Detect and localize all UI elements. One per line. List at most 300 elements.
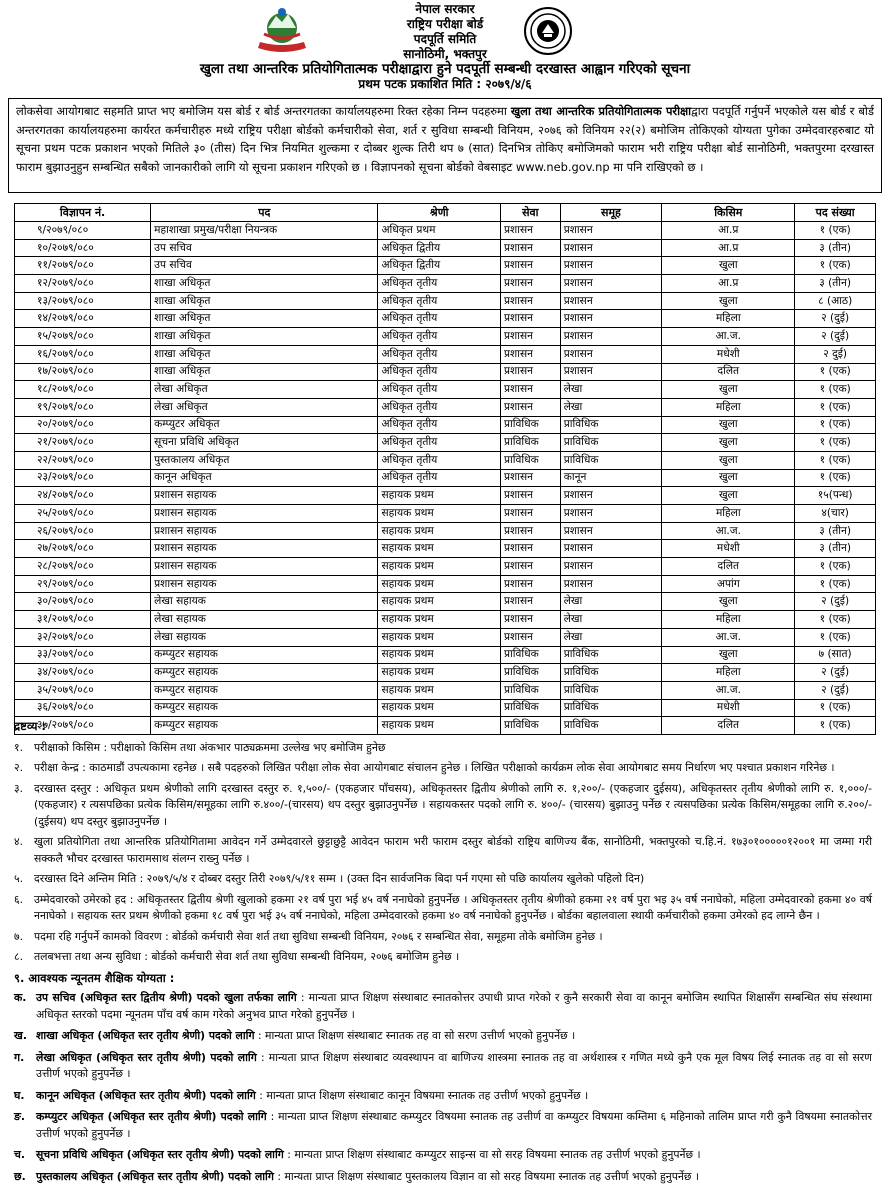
cell-count: २ (दुई) xyxy=(795,681,876,699)
cell-post: शाखा अधिकृत xyxy=(151,328,378,346)
cell-post: प्रशासन सहायक xyxy=(151,522,378,540)
cell-count: १५(पन्ध) xyxy=(795,487,876,505)
cell-service: प्रशासन xyxy=(500,611,560,629)
cell-group: प्रशासन xyxy=(560,292,662,310)
cell-group: प्रशासन xyxy=(560,310,662,328)
cell-post: लेखा अधिकृत xyxy=(151,381,378,399)
vacancy-table xyxy=(14,203,876,735)
cell-level: सहायक प्रथम xyxy=(378,540,501,558)
cell-service: प्रशासन xyxy=(500,239,560,257)
cell-type: महिला xyxy=(662,505,795,523)
cell-service: प्रशासन xyxy=(500,558,560,576)
table-row xyxy=(15,487,876,505)
qualification-item xyxy=(14,1088,872,1105)
cell-type: महिला xyxy=(662,611,795,629)
cell-type: खुला xyxy=(662,257,795,275)
cell-post: कम्प्युटर सहायक xyxy=(151,646,378,664)
qualification-post: पुस्तकालय अधिकृत (अधिकृत स्तर तृतीय श्रेणी) पदको लागि xyxy=(36,1169,274,1183)
qualification-requirement: : मान्यता प्राप्त शिक्षण संस्थाबाट कम्प्युटर साइन्स वा सो सरह विषयमा स्नातक तह उत्तीर्ण भएको हुनुपर्नेछ । xyxy=(283,1148,701,1161)
cell-level: सहायक प्रथम xyxy=(378,717,501,735)
cell-group: लेखा xyxy=(560,398,662,416)
cell-ad-no: २२/२०७९/०८० xyxy=(15,451,151,469)
cell-count: १ (एक) xyxy=(795,575,876,593)
note-item xyxy=(14,871,872,888)
qualification-letter: ग. xyxy=(14,1050,25,1064)
cell-ad-no: ३३/२०७९/०८० xyxy=(15,646,151,664)
note-text: दरखास्त दस्तुर : अधिकृत प्रथम श्रेणीको लागि दरखास्त दस्तुर रु. १,५००/- (एकहजार पाँचसय), अधिकृतस्तर द्वितीय श्रेणीको लागि रु. १,२००/- (एकहजार दुईसय), अधिकृतस्तर तृतीय श्रेणीको लागि रु. १,०००/- (एकहजार) र त्यसपछिका प्रत्येक किसिम/समूहका लागि रु.४००/-(चारसय) थप दस्तुर बुझाउनुपर्नेछ । सहायकस्तर पदको लागि रु. ४००/- (चारसय) बुझाउनु पर्नेछ र त्यसपछिका प्रत्येक किसिम/समूहका लागि रु.२००/-(दुईसय) थप दस्तुर बुझाउनुपर्नेछ । xyxy=(34,781,872,828)
cell-group: प्रशासन xyxy=(560,558,662,576)
table-row xyxy=(15,257,876,275)
qualification-letter: क. xyxy=(14,991,27,1004)
cell-ad-no: १६/२०७९/०८० xyxy=(15,345,151,363)
note-text: परीक्षाको किसिम : परीक्षाको किसिम तथा अंकभार पाठ्यक्रममा उल्लेख भए बमोजिम हुनेछ xyxy=(34,740,386,754)
cell-type: महिला xyxy=(662,398,795,416)
cell-count: १ (एक) xyxy=(795,434,876,452)
cell-post: महाशाखा प्रमुख/परीक्षा नियन्त्रक xyxy=(151,222,378,240)
cell-type: महिला xyxy=(662,310,795,328)
cell-ad-no: २९/२०७९/०८० xyxy=(15,575,151,593)
cell-count: १ (एक) xyxy=(795,611,876,629)
table-row xyxy=(15,275,876,293)
table-row xyxy=(15,398,876,416)
note-text: पदमा रहि गर्नुपर्ने कामको विवरण : बोर्डको कर्मचारी सेवा शर्त तथा सुविधा सम्बन्धी विनियम, २०७६ र सम्बन्धित सेवा, समूहमा तोके बमोजिम हुनेछ । xyxy=(34,929,603,943)
cell-type: आ.ज. xyxy=(662,628,795,646)
cell-count: १ (एक) xyxy=(795,381,876,399)
cell-type: आ.ज. xyxy=(662,328,795,346)
cell-count: १ (एक) xyxy=(795,717,876,735)
cell-count: १ (एक) xyxy=(795,222,876,240)
qualification-item xyxy=(14,990,872,1023)
cell-service: प्रशासन xyxy=(500,522,560,540)
cell-post: लेखा अधिकृत xyxy=(151,398,378,416)
cell-post: कम्प्युटर सहायक xyxy=(151,699,378,717)
intro-text-2: द्वारा पदपूर्ति गर्नुपर्ने भएकोले यस बोर्ड र बोर्ड अन्तरगतका कार्यालयहरुमा कार्यरत कर्मचारीहरु मध्ये राष्ट्रिय परीक्षा बोर्डको कर्मचारीको सेवा, शर्त र सुविधा सम्बन्धी विनियम, २०७६ को विनियम २२(२) बमोजिम तोकिएको योग्यता पुगेका उम्मेदवारहरुबाट यो सूचना प्रथम पटक प्रकाशन भएको मितिले ३० (तीस) दिन भित्र नियमित शुल्कमा र दोब्बर शुल्क तिरी थप ७ (सात) दिनभित्र तोकिए बमोजिमको फाराम भरी राष्ट्रिय परीक्षा बोर्ड सानोठिमी, भक्तपुरमा दरखास्त फाराम बुझाउनुहुन सम्बन्धित सबैको जानकारीको लागि यो सूचना प्रकाशन गरिएको छ । विज्ञापनको सूचना बोर्डको वेबसाइट www.neb.gov.np मा पनि राखिएको छ । xyxy=(16,104,874,174)
notice-header xyxy=(0,0,890,96)
cell-service: प्राविधिक xyxy=(500,717,560,735)
header-line-4: सानोठिमी, भक्तपुर xyxy=(403,47,487,61)
cell-level: अधिकृत द्वितीय xyxy=(378,239,501,257)
table-row xyxy=(15,328,876,346)
qualifications-list xyxy=(14,990,872,1185)
cell-service: प्रशासन xyxy=(500,593,560,611)
note-item xyxy=(14,929,872,946)
cell-count: २ (दुई) xyxy=(795,664,876,682)
cell-count: ३ (तीन) xyxy=(795,239,876,257)
note-number: २. xyxy=(14,761,24,774)
cell-group: लेखा xyxy=(560,611,662,629)
cell-type: खुला xyxy=(662,381,795,399)
qualification-letter: ख. xyxy=(14,1029,27,1042)
qualification-text xyxy=(36,1169,872,1186)
qualification-text xyxy=(36,1109,872,1142)
cell-ad-no: २७/२०७९/०८० xyxy=(15,540,151,558)
cell-level: सहायक प्रथम xyxy=(378,699,501,717)
cell-service: प्रशासन xyxy=(500,575,560,593)
cell-level: सहायक प्रथम xyxy=(378,646,501,664)
header-line-2: राष्ट्रिय परीक्षा बोर्ड xyxy=(406,17,484,31)
col-header-type: किसिम xyxy=(662,204,795,222)
table-row xyxy=(15,416,876,434)
cell-group: प्रशासन xyxy=(560,222,662,240)
col-header-post: पद xyxy=(151,204,378,222)
cell-ad-no: ३१/२०७९/०८० xyxy=(15,611,151,629)
cell-ad-no: १३/२०७९/०८० xyxy=(15,292,151,310)
cell-post: कम्प्युटर अधिकृत xyxy=(151,416,378,434)
cell-ad-no: ९/२०७९/०८० xyxy=(15,222,151,240)
cell-level: अधिकृत तृतीय xyxy=(378,310,501,328)
cell-type: खुला xyxy=(662,292,795,310)
cell-level: अधिकृत तृतीय xyxy=(378,363,501,381)
note-number: १. xyxy=(14,740,24,754)
cell-level: अधिकृत तृतीय xyxy=(378,381,501,399)
cell-type: महिला xyxy=(662,664,795,682)
qualification-post: कम्प्युटर अधिकृत (अधिकृत स्तर तृतीय श्रेणी) पदको लागि xyxy=(36,1110,267,1123)
qualification-letter: घ. xyxy=(14,1088,25,1102)
cell-ad-no: २६/२०७९/०८० xyxy=(15,522,151,540)
cell-level: सहायक प्रथम xyxy=(378,681,501,699)
cell-service: प्रशासन xyxy=(500,222,560,240)
cell-count: २ (दुई) xyxy=(795,593,876,611)
table-row xyxy=(15,345,876,363)
cell-group: प्रशासन xyxy=(560,363,662,381)
cell-count: १ (एक) xyxy=(795,416,876,434)
qualification-text xyxy=(36,990,872,1023)
cell-service: प्रशासन xyxy=(500,275,560,293)
table-row xyxy=(15,646,876,664)
cell-post: प्रशासन सहायक xyxy=(151,487,378,505)
cell-post: पुस्तकालय अधिकृत xyxy=(151,451,378,469)
cell-level: अधिकृत द्वितीय xyxy=(378,257,501,275)
cell-group: प्रशासन xyxy=(560,328,662,346)
qualification-requirement: : मान्यता प्राप्त शिक्षण संस्थाबाट कानून विषयमा स्नातक तह उत्तीर्ण भएको हुनुपर्नेछ । xyxy=(255,1088,589,1102)
cell-post: कानून अधिकृत xyxy=(151,469,378,487)
table-row xyxy=(15,505,876,523)
cell-service: प्रशासन xyxy=(500,257,560,275)
cell-ad-no: २०/२०७९/०८० xyxy=(15,416,151,434)
cell-count: ८ (आठ) xyxy=(795,292,876,310)
cell-level: सहायक प्रथम xyxy=(378,593,501,611)
notes-list xyxy=(14,740,872,966)
qualification-post: लेखा अधिकृत (अधिकृत स्तर तृतीय श्रेणी) पदको लागि xyxy=(36,1050,257,1064)
note-text: खुला प्रतियोगिता तथा आन्तरिक प्रतियोगितामा आवेदन गर्ने उम्मेदवारले छुट्टाछुट्टै आवेदन फाराम भरी फाराम दस्तुर बोर्डको राष्ट्रिय बाणिज्य बैंक, सानोठिमी, भक्तपुरको च.हि.नं. १७३०१०००००१२००१ मा जम्मा गरी सक्कलै भौचर दरखास्त फारामसाथ संलग्न राख्नु पर्नेछ । xyxy=(34,835,872,865)
qualification-text xyxy=(36,1028,872,1045)
note-item xyxy=(14,892,872,925)
cell-ad-no: १८/२०७९/०८० xyxy=(15,381,151,399)
cell-post: प्रशासन सहायक xyxy=(151,558,378,576)
cell-level: अधिकृत तृतीय xyxy=(378,451,501,469)
cell-group: प्राविधिक xyxy=(560,451,662,469)
cell-count: २ (दुई) xyxy=(795,328,876,346)
table-row xyxy=(15,469,876,487)
header-line-3: पदपूर्ति समिति xyxy=(413,32,477,46)
qualification-post: उप सचिव (अधिकृत स्तर द्वितीय श्रेणी) पदको खुला तर्फका लागि xyxy=(36,991,297,1004)
qualification-item xyxy=(14,1050,872,1083)
cell-ad-no: १०/२०७९/०८० xyxy=(15,239,151,257)
cell-service: प्रशासन xyxy=(500,505,560,523)
table-row xyxy=(15,451,876,469)
cell-ad-no: २८/२०७९/०८० xyxy=(15,558,151,576)
notes-section xyxy=(14,718,872,1190)
cell-count: १ (एक) xyxy=(795,558,876,576)
note-number: ३. xyxy=(14,781,24,795)
cell-type: खुला xyxy=(662,487,795,505)
cell-count: ३ (तीन) xyxy=(795,275,876,293)
note-number: ७. xyxy=(14,929,24,943)
cell-post: लेखा सहायक xyxy=(151,593,378,611)
table-row xyxy=(15,628,876,646)
table-row xyxy=(15,558,876,576)
cell-level: अधिकृत तृतीय xyxy=(378,345,501,363)
table-row xyxy=(15,434,876,452)
cell-level: सहायक प्रथम xyxy=(378,575,501,593)
qualification-letter: छ. xyxy=(14,1169,26,1183)
cell-type: दलित xyxy=(662,717,795,735)
cell-service: प्रशासन xyxy=(500,310,560,328)
cell-level: अधिकृत तृतीय xyxy=(378,398,501,416)
note-number: ८. xyxy=(14,950,24,963)
cell-ad-no: ३४/२०७९/०८० xyxy=(15,664,151,682)
notes-title: द्रष्टव्य : xyxy=(14,719,47,733)
cell-type: खुला xyxy=(662,416,795,434)
qualification-requirement: : मान्यता प्राप्त शिक्षण संस्थाबाट कम्प्युटर विषयमा स्नातक तह उत्तीर्ण वा कम्प्युटर विषयमा कम्तिमा ६ महिनाको तालिम प्राप्त गरी कुनै विषयमा स्नातकोत्तर उत्तीर्ण भएको हुनुपर्नेछ । xyxy=(36,1110,872,1140)
cell-post: कम्प्युटर सहायक xyxy=(151,681,378,699)
note-item xyxy=(14,781,872,831)
cell-service: प्राविधिक xyxy=(500,434,560,452)
cell-post: कम्प्युटर सहायक xyxy=(151,717,378,735)
header-line-1: नेपाल सरकार xyxy=(415,2,475,16)
qualification-item xyxy=(14,1147,872,1164)
cell-group: प्राविधिक xyxy=(560,416,662,434)
cell-type: मधेशी xyxy=(662,699,795,717)
cell-type: मधेशी xyxy=(662,345,795,363)
cell-group: प्रशासन xyxy=(560,345,662,363)
cell-service: प्रशासन xyxy=(500,292,560,310)
col-header-service: सेवा xyxy=(500,204,560,222)
table-row xyxy=(15,575,876,593)
cell-type: आ.प्र xyxy=(662,239,795,257)
cell-level: सहायक प्रथम xyxy=(378,558,501,576)
table-row xyxy=(15,699,876,717)
cell-ad-no: ११/२०७९/०८० xyxy=(15,257,151,275)
cell-type: दलित xyxy=(662,558,795,576)
intro-bold-text: खुला तथा आन्तरिक प्रतियोगितात्मक परीक्षा xyxy=(510,104,692,118)
cell-type: आ.प्र xyxy=(662,275,795,293)
cell-service: प्रशासन xyxy=(500,540,560,558)
cell-level: सहायक प्रथम xyxy=(378,522,501,540)
cell-post: लेखा सहायक xyxy=(151,611,378,629)
cell-level: अधिकृत तृतीय xyxy=(378,416,501,434)
cell-group: लेखा xyxy=(560,593,662,611)
table-row xyxy=(15,593,876,611)
cell-group: प्रशासन xyxy=(560,575,662,593)
qualification-requirement: : मान्यता प्राप्त शिक्षण संस्थाबाट व्यवस्थापन वा बाणिज्य शास्त्रमा स्नातक तह वा अर्थशास्त्र र गणित मध्ये कुनै एक मूल विषय लिई स्नातक तह वा सो सरण उत्तीर्ण भएको हुनुपर्नेछ । xyxy=(36,1050,872,1080)
cell-group: लेखा xyxy=(560,628,662,646)
cell-group: प्राविधिक xyxy=(560,646,662,664)
cell-level: सहायक प्रथम xyxy=(378,664,501,682)
qualification-letter: ङ. xyxy=(14,1110,25,1123)
cell-type: आ.ज. xyxy=(662,522,795,540)
cell-count: १ (एक) xyxy=(795,398,876,416)
cell-type: दलित xyxy=(662,363,795,381)
cell-count: २ दुई) xyxy=(795,345,876,363)
cell-service: प्रशासन xyxy=(500,469,560,487)
table-row xyxy=(15,664,876,682)
cell-count: ४(चार) xyxy=(795,505,876,523)
cell-group: प्राविधिक xyxy=(560,717,662,735)
cell-count: २ (दुई) xyxy=(795,310,876,328)
cell-post: सूचना प्रविधि अधिकृत xyxy=(151,434,378,452)
cell-group: प्रशासन xyxy=(560,522,662,540)
cell-group: प्रशासन xyxy=(560,257,662,275)
qualification-item xyxy=(14,1028,872,1045)
qualification-post: सूचना प्रविधि अधिकृत (अधिकृत स्तर तृतीय श्रेणी) पदको लागि xyxy=(36,1148,284,1161)
cell-ad-no: १९/२०७९/०८० xyxy=(15,398,151,416)
cell-service: प्रशासन xyxy=(500,328,560,346)
vacancy-table-body xyxy=(15,222,876,735)
cell-type: आ.ज. xyxy=(662,681,795,699)
note-number: ५. xyxy=(14,872,24,885)
cell-ad-no: २५/२०७९/०८० xyxy=(15,505,151,523)
cell-post: शाखा अधिकृत xyxy=(151,275,378,293)
cell-level: सहायक प्रथम xyxy=(378,487,501,505)
table-row xyxy=(15,540,876,558)
cell-count: १ (एक) xyxy=(795,699,876,717)
cell-level: सहायक प्रथम xyxy=(378,628,501,646)
cell-level: अधिकृत तृतीय xyxy=(378,292,501,310)
cell-service: प्राविधिक xyxy=(500,664,560,682)
cell-ad-no: १७/२०७९/०८० xyxy=(15,363,151,381)
cell-ad-no: ३०/२०७९/०८० xyxy=(15,593,151,611)
cell-group: प्राविधिक xyxy=(560,681,662,699)
note-item xyxy=(14,834,872,867)
intro-paragraph xyxy=(8,98,882,193)
note-item xyxy=(14,740,872,757)
cell-ad-no: १४/२०७९/०८० xyxy=(15,310,151,328)
cell-group: प्रशासन xyxy=(560,275,662,293)
cell-count: ७ (सात) xyxy=(795,646,876,664)
note-number: ४. xyxy=(14,835,24,848)
cell-type: अपांग xyxy=(662,575,795,593)
cell-group: प्रशासन xyxy=(560,239,662,257)
cell-group: लेखा xyxy=(560,381,662,399)
cell-type: खुला xyxy=(662,469,795,487)
cell-service: प्राविधिक xyxy=(500,681,560,699)
cell-type: मधेशी xyxy=(662,540,795,558)
table-row xyxy=(15,363,876,381)
cell-level: सहायक प्रथम xyxy=(378,611,501,629)
cell-ad-no: २३/२०७९/०८० xyxy=(15,469,151,487)
cell-post: प्रशासन सहायक xyxy=(151,540,378,558)
cell-service: प्रशासन xyxy=(500,381,560,399)
table-row xyxy=(15,381,876,399)
table-row xyxy=(15,522,876,540)
cell-type: खुला xyxy=(662,434,795,452)
note-number: ६. xyxy=(14,892,24,906)
cell-post: शाखा अधिकृत xyxy=(151,363,378,381)
cell-ad-no: २१/२०७९/०८० xyxy=(15,434,151,452)
cell-type: आ.प्र xyxy=(662,222,795,240)
cell-service: प्रशासन xyxy=(500,345,560,363)
cell-ad-no: ३६/२०७९/०८० xyxy=(15,699,151,717)
cell-type: खुला xyxy=(662,451,795,469)
cell-ad-no: २४/२०७९/०८० xyxy=(15,487,151,505)
cell-count: ३ (तीन) xyxy=(795,522,876,540)
col-header-count: पद संख्या xyxy=(795,204,876,222)
note-item xyxy=(14,760,872,777)
col-header-ad-no: विज्ञापन नं. xyxy=(15,204,151,222)
col-header-level: श्रेणी xyxy=(378,204,501,222)
note-item xyxy=(14,949,872,966)
cell-post: प्रशासन सहायक xyxy=(151,505,378,523)
qualification-post: कानून अधिकृत (अधिकृत स्तर तृतीय श्रेणी) पदको लागि xyxy=(36,1088,256,1102)
cell-level: अधिकृत तृतीय xyxy=(378,469,501,487)
cell-service: प्राविधिक xyxy=(500,699,560,717)
cell-ad-no: ३७/२०७९/०८० xyxy=(15,717,151,735)
cell-service: प्रशासन xyxy=(500,487,560,505)
cell-post: कम्प्युटर सहायक xyxy=(151,664,378,682)
note-text: परीक्षा केन्द्र : काठमाडौं उपत्यकामा रहनेछ । सबै पदहरुको लिखित परीक्षा लोक सेवा आयोगबाट संचालन हुनेछ । लिखित परीक्षाको कार्यक्रम लोक सेवा आयोगबाट समय निर्धारण भए पश्चात प्रकाशन गरिनेछ । xyxy=(34,761,835,774)
qualification-text xyxy=(36,1050,872,1083)
cell-count: १ (एक) xyxy=(795,451,876,469)
cell-service: प्राविधिक xyxy=(500,451,560,469)
table-row xyxy=(15,681,876,699)
cell-group: प्रशासन xyxy=(560,505,662,523)
cell-ad-no: ३२/२०७९/०८० xyxy=(15,628,151,646)
qualification-item xyxy=(14,1109,872,1142)
table-row xyxy=(15,611,876,629)
qualifications-title: ९. आवश्यक न्यूनतम शैक्षिक योग्यता : xyxy=(14,970,175,985)
table-row xyxy=(15,310,876,328)
note-text: उम्मेदवारको उमेरको हद : अधिकृतस्तर द्वितीय श्रेणी खुलाको हकमा २१ वर्ष पुरा भई ४५ वर्ष ननाघेको हुनुपर्नेछ । अधिकृतस्तर तृतीय श्रेणीको हकमा २१ वर्ष पुरा भइ ३५ वर्ष ननाघेको, महिला उम्मेदवारको हकमा ४० वर्ष ननाघेको । सहायक स्तर प्रथम श्रेणीको हकमा १८ वर्ष पुरा भई ३५ वर्ष ननाघेको, महिला उम्मेदवारको हकमा ४० वर्ष ननाघेको हुनुपर्नेछ । बोर्डका बहालवाला स्थायी कर्मचारीको हकमा उमेरको हद लाग्ने छैन । xyxy=(34,892,872,922)
notice-title: खुला तथा आन्तरिक प्रतियोगितात्मक परीक्षाद्वारा हुने पदपूर्ती सम्बन्धी दरखास्त आह्वान गरिएको सूचना xyxy=(199,61,691,77)
cell-service: प्राविधिक xyxy=(500,416,560,434)
cell-count: ३ (तीन) xyxy=(795,540,876,558)
table-row xyxy=(15,292,876,310)
cell-level: अधिकृत तृतीय xyxy=(378,434,501,452)
cell-group: प्राविधिक xyxy=(560,434,662,452)
cell-post: उप सचिव xyxy=(151,257,378,275)
cell-level: अधिकृत तृतीय xyxy=(378,275,501,293)
qualification-item xyxy=(14,1169,872,1186)
cell-post: शाखा अधिकृत xyxy=(151,345,378,363)
cell-group: प्राविधिक xyxy=(560,699,662,717)
cell-level: अधिकृत तृतीय xyxy=(378,328,501,346)
cell-post: प्रशासन सहायक xyxy=(151,575,378,593)
table-row xyxy=(15,222,876,240)
qualification-post: शाखा अधिकृत (अधिकृत स्तर तृतीय श्रेणी) पदको लागि xyxy=(36,1029,255,1042)
qualification-text xyxy=(36,1147,872,1164)
cell-service: प्रशासन xyxy=(500,628,560,646)
cell-ad-no: १५/२०७९/०८० xyxy=(15,328,151,346)
note-text: दरखास्त दिने अन्तिम मिति : २०७९/५/४ र दोब्बर दस्तुर तिरी २०७९/५/११ सम्म । (उक्त दिन सार्वजनिक बिदा पर्न गएमा सो पछि कार्यालय खुलेको पहिलो दिन) xyxy=(34,872,645,885)
table-row xyxy=(15,239,876,257)
qualification-requirement: : मान्यता प्राप्त शिक्षण संस्थाबाट पुस्तकालय विज्ञान वा सो सरह विषयमा स्नातक तह उत्तीर्ण भएको हुनुपर्नेछ । xyxy=(273,1169,700,1183)
cell-ad-no: १२/२०७९/०८० xyxy=(15,275,151,293)
published-date: प्रथम पटक प्रकाशित मिति : २०७९/४/६ xyxy=(358,77,532,91)
cell-group: प्राविधिक xyxy=(560,664,662,682)
col-header-group: समूह xyxy=(560,204,662,222)
qualification-text xyxy=(36,1088,872,1105)
cell-level: सहायक प्रथम xyxy=(378,505,501,523)
cell-post: लेखा सहायक xyxy=(151,628,378,646)
cell-count: १ (एक) xyxy=(795,257,876,275)
cell-service: प्राविधिक xyxy=(500,646,560,664)
cell-service: प्रशासन xyxy=(500,398,560,416)
cell-count: १ (एक) xyxy=(795,363,876,381)
cell-post: शाखा अधिकृत xyxy=(151,292,378,310)
cell-ad-no: ३५/२०७९/०८० xyxy=(15,681,151,699)
cell-level: अधिकृत प्रथम xyxy=(378,222,501,240)
